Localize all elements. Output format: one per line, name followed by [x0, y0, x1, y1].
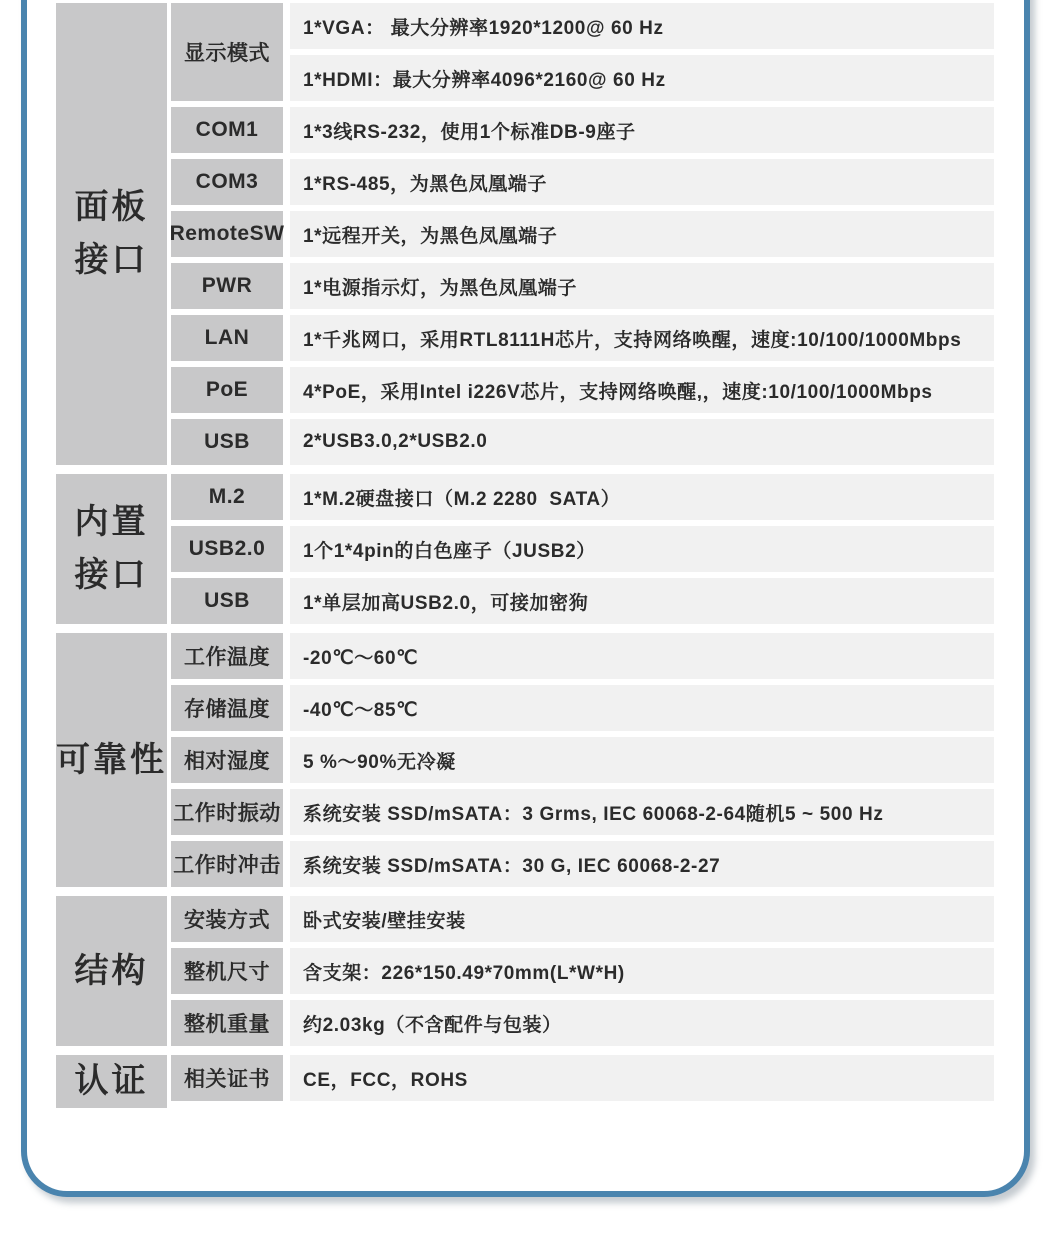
- row-label-cell: 安装方式: [171, 896, 283, 942]
- row-values: [290, 211, 994, 257]
- row-values: [290, 107, 994, 153]
- category-cell: [56, 474, 167, 624]
- spec-row: [171, 211, 994, 257]
- spec-row: [171, 685, 994, 731]
- spec-section: [56, 633, 994, 887]
- value-cell: 卧式安装/壁挂安装: [290, 896, 994, 942]
- row-values: [290, 948, 994, 994]
- spec-section: [56, 1055, 994, 1108]
- spec-row: [171, 419, 994, 465]
- spec-row: [171, 107, 994, 153]
- spec-row: [171, 159, 994, 205]
- value-cell: 1*单层加高USB2.0，可接加密狗: [290, 578, 994, 624]
- row-label-cell: M.2: [171, 474, 283, 520]
- value-cell: 系统安装 SSD/mSATA：30 G, IEC 60068-2-27: [290, 841, 994, 887]
- row-label-cell: COM1: [171, 107, 283, 153]
- value-cell: 1个1*4pin的白色座子（JUSB2）: [290, 526, 994, 572]
- row-values: [290, 737, 994, 783]
- value-cell: 4*PoE，采用Intel i226V芯片，支持网络唤醒,，速度:10/100/1000Mbps: [290, 367, 994, 413]
- value-cell: 约2.03kg（不含配件与包装）: [290, 1000, 994, 1046]
- row-values: [290, 841, 994, 887]
- row-values: [290, 315, 994, 361]
- row-label-cell: 显示模式: [171, 3, 283, 101]
- section-rows: [171, 896, 994, 1046]
- row-label-cell: 工作温度: [171, 633, 283, 679]
- value-cell: 1*RS-485，为黑色凤凰端子: [290, 159, 994, 205]
- section-rows: [171, 474, 994, 624]
- row-values: [290, 578, 994, 624]
- row-label-cell: USB: [171, 578, 283, 624]
- category-line: 结构: [74, 951, 149, 990]
- row-label-cell: PoE: [171, 367, 283, 413]
- row-values: [290, 526, 994, 572]
- spec-row: [171, 526, 994, 572]
- row-label-cell: 整机尺寸: [171, 948, 283, 994]
- row-label-cell: 相对湿度: [171, 737, 283, 783]
- row-values: [290, 159, 994, 205]
- spec-row: [171, 3, 994, 101]
- row-values: [290, 3, 994, 101]
- spec-row: [171, 633, 994, 679]
- value-cell: 1*千兆网口，采用RTL8111H芯片，支持网络唤醒，速度:10/100/1000Mbps: [290, 315, 994, 361]
- category-cell: [56, 3, 167, 465]
- spec-row: [171, 948, 994, 994]
- category-cell: [56, 633, 167, 887]
- spec-section: [56, 474, 994, 624]
- value-cell: 1*HDMI：最大分辨率4096*2160@ 60 Hz: [290, 55, 994, 101]
- value-cell: -20℃～60℃: [290, 633, 994, 679]
- value-cell: 系统安装 SSD/mSATA：3 Grms, IEC 60068-2-64随机5 ~ 500 Hz: [290, 789, 994, 835]
- spec-row: [171, 1055, 994, 1101]
- category-line: 认证: [74, 1062, 149, 1100]
- row-values: [290, 263, 994, 309]
- row-values: [290, 419, 994, 465]
- row-values: [290, 685, 994, 731]
- row-label-cell: 相关证书: [171, 1055, 283, 1101]
- spec-row: [171, 1000, 994, 1046]
- row-label-cell: RemoteSW: [171, 211, 283, 257]
- value-cell: 1*电源指示灯，为黑色凤凰端子: [290, 263, 994, 309]
- row-values: [290, 474, 994, 520]
- row-label-cell: 存储温度: [171, 685, 283, 731]
- spec-row: [171, 367, 994, 413]
- row-label-cell: PWR: [171, 263, 283, 309]
- row-values: [290, 896, 994, 942]
- spec-section: [56, 896, 994, 1046]
- spec-table: [56, 3, 994, 1108]
- value-cell: 1*远程开关，为黑色凤凰端子: [290, 211, 994, 257]
- spec-row: [171, 737, 994, 783]
- row-values: [290, 1000, 994, 1046]
- row-label-cell: COM3: [171, 159, 283, 205]
- category-cell: [56, 1055, 167, 1108]
- value-cell: 5 %～90%无冷凝: [290, 737, 994, 783]
- row-label-cell: LAN: [171, 315, 283, 361]
- row-label-cell: USB2.0: [171, 526, 283, 572]
- row-label-cell: 工作时冲击: [171, 841, 283, 887]
- value-cell: CE，FCC，ROHS: [290, 1055, 994, 1101]
- row-label-cell: 工作时振动: [171, 789, 283, 835]
- row-label-cell: USB: [171, 419, 283, 465]
- section-rows: [171, 633, 994, 887]
- section-rows: [171, 1055, 994, 1108]
- spec-section: [56, 3, 994, 465]
- category-line: 内置: [74, 503, 149, 542]
- spec-row: [171, 789, 994, 835]
- value-cell: -40℃～85℃: [290, 685, 994, 731]
- row-values: [290, 789, 994, 835]
- value-cell: 含支架：226*150.49*70mm(L*W*H): [290, 948, 994, 994]
- spec-row: [171, 263, 994, 309]
- row-label-cell: 整机重量: [171, 1000, 283, 1046]
- row-values: [290, 1055, 994, 1101]
- spec-row: [171, 315, 994, 361]
- category-line: 面板: [74, 188, 149, 227]
- spec-row: [171, 841, 994, 887]
- section-rows: [171, 3, 994, 465]
- value-cell: 1*M.2硬盘接口（M.2 2280 SATA）: [290, 474, 994, 520]
- category-line: 接口: [74, 241, 149, 279]
- spec-row: [171, 896, 994, 942]
- value-cell: 1*3线RS-232，使用1个标准DB-9座子: [290, 107, 994, 153]
- category-line: 可靠性: [56, 740, 167, 779]
- spec-row: [171, 578, 994, 624]
- row-values: [290, 367, 994, 413]
- category-cell: [56, 896, 167, 1046]
- value-cell: 2*USB3.0,2*USB2.0: [290, 419, 994, 465]
- category-line: 接口: [74, 556, 149, 594]
- row-values: [290, 633, 994, 679]
- spec-row: [171, 474, 994, 520]
- value-cell: 1*VGA： 最大分辨率1920*1200@ 60 Hz: [290, 3, 994, 49]
